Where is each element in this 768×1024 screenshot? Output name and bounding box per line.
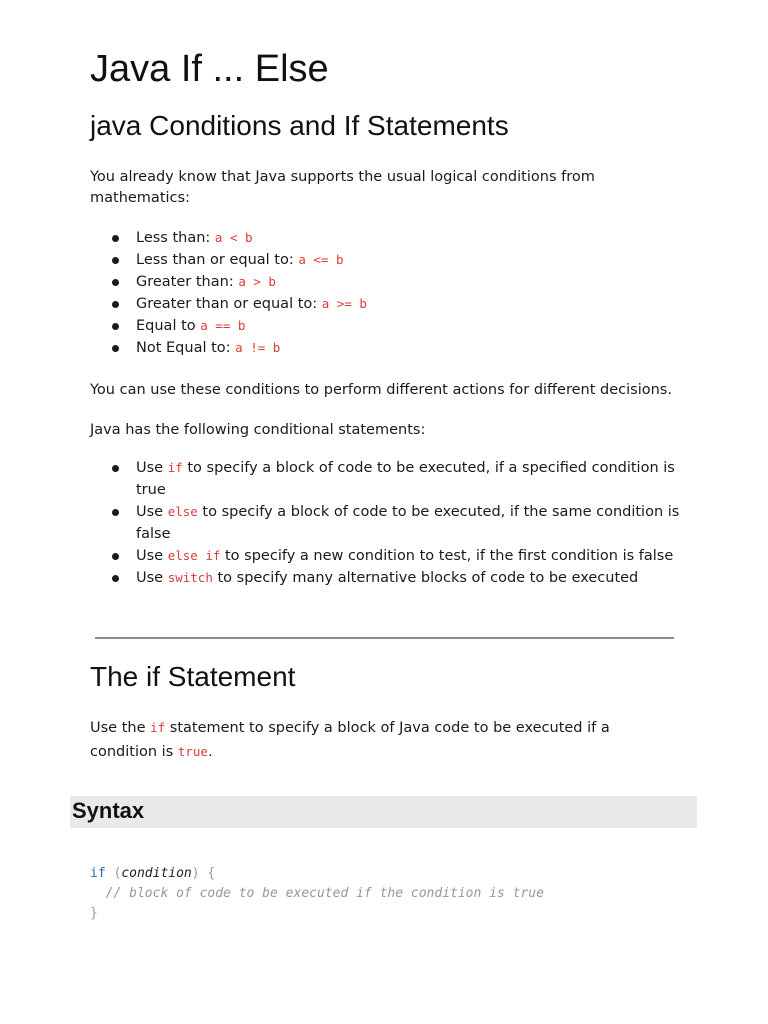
syntax-heading-bar <box>70 796 697 828</box>
list-item: Less than or equal to: a <= b <box>112 249 682 271</box>
inline-code: a != b <box>235 340 281 355</box>
inline-code: if <box>150 720 166 735</box>
list-item: Greater than or equal to: a >= b <box>112 293 682 315</box>
list-item: Greater than: a > b <box>112 271 682 293</box>
if-statement-paragraph: Use the if statement to specify a block of Java code to be executed if a condition is true. <box>90 720 610 760</box>
list-item: Equal to a == b <box>112 315 682 337</box>
inline-code: switch <box>167 570 213 585</box>
inline-code: a > b <box>238 274 276 289</box>
statements-intro: Java has the following conditional statements: <box>90 422 426 438</box>
list-item: Use switch to specify many alternative blocks of code to be executed <box>112 567 682 589</box>
if-statement-heading: The if Statement <box>90 661 296 692</box>
intro-paragraph: You already know that Java supports the usual logical conditions from mathematics: <box>90 169 595 206</box>
inline-code: a >= b <box>321 296 367 311</box>
statements-list <box>112 457 682 589</box>
inline-code: true <box>177 744 208 759</box>
list-item: Use if to specify a block of code to be executed, if a specified condition is true <box>112 457 682 501</box>
inline-code: a == b <box>200 318 246 333</box>
inline-code: a <= b <box>298 252 344 267</box>
list-item: Not Equal to: a != b <box>112 337 682 359</box>
syntax-code-block: if (condition) { // block of code to be executed if the condition is true } <box>90 866 544 921</box>
usage-paragraph: You can use these conditions to perform different actions for different decisions. <box>90 382 672 398</box>
page-title: Java If ... Else <box>90 48 329 90</box>
syntax-heading: Syntax <box>72 798 145 823</box>
conditions-list <box>112 227 682 359</box>
code-param: condition <box>121 866 192 881</box>
code-comment: // block of code to be executed if the condition is true <box>90 886 544 901</box>
inline-code: else if <box>167 548 221 563</box>
inline-code: if <box>167 460 183 475</box>
section-subtitle: java Conditions and If Statements <box>90 110 509 141</box>
horizontal-divider <box>95 637 674 639</box>
code-keyword: if <box>90 866 106 881</box>
inline-code: else <box>167 504 198 519</box>
list-item: Use else if to specify a new condition to test, if the first condition is false <box>112 545 682 567</box>
list-item: Use else to specify a block of code to be executed, if the same condition is false <box>112 501 682 545</box>
inline-code: a < b <box>214 230 253 245</box>
list-item: Less than: a < b <box>112 227 682 249</box>
